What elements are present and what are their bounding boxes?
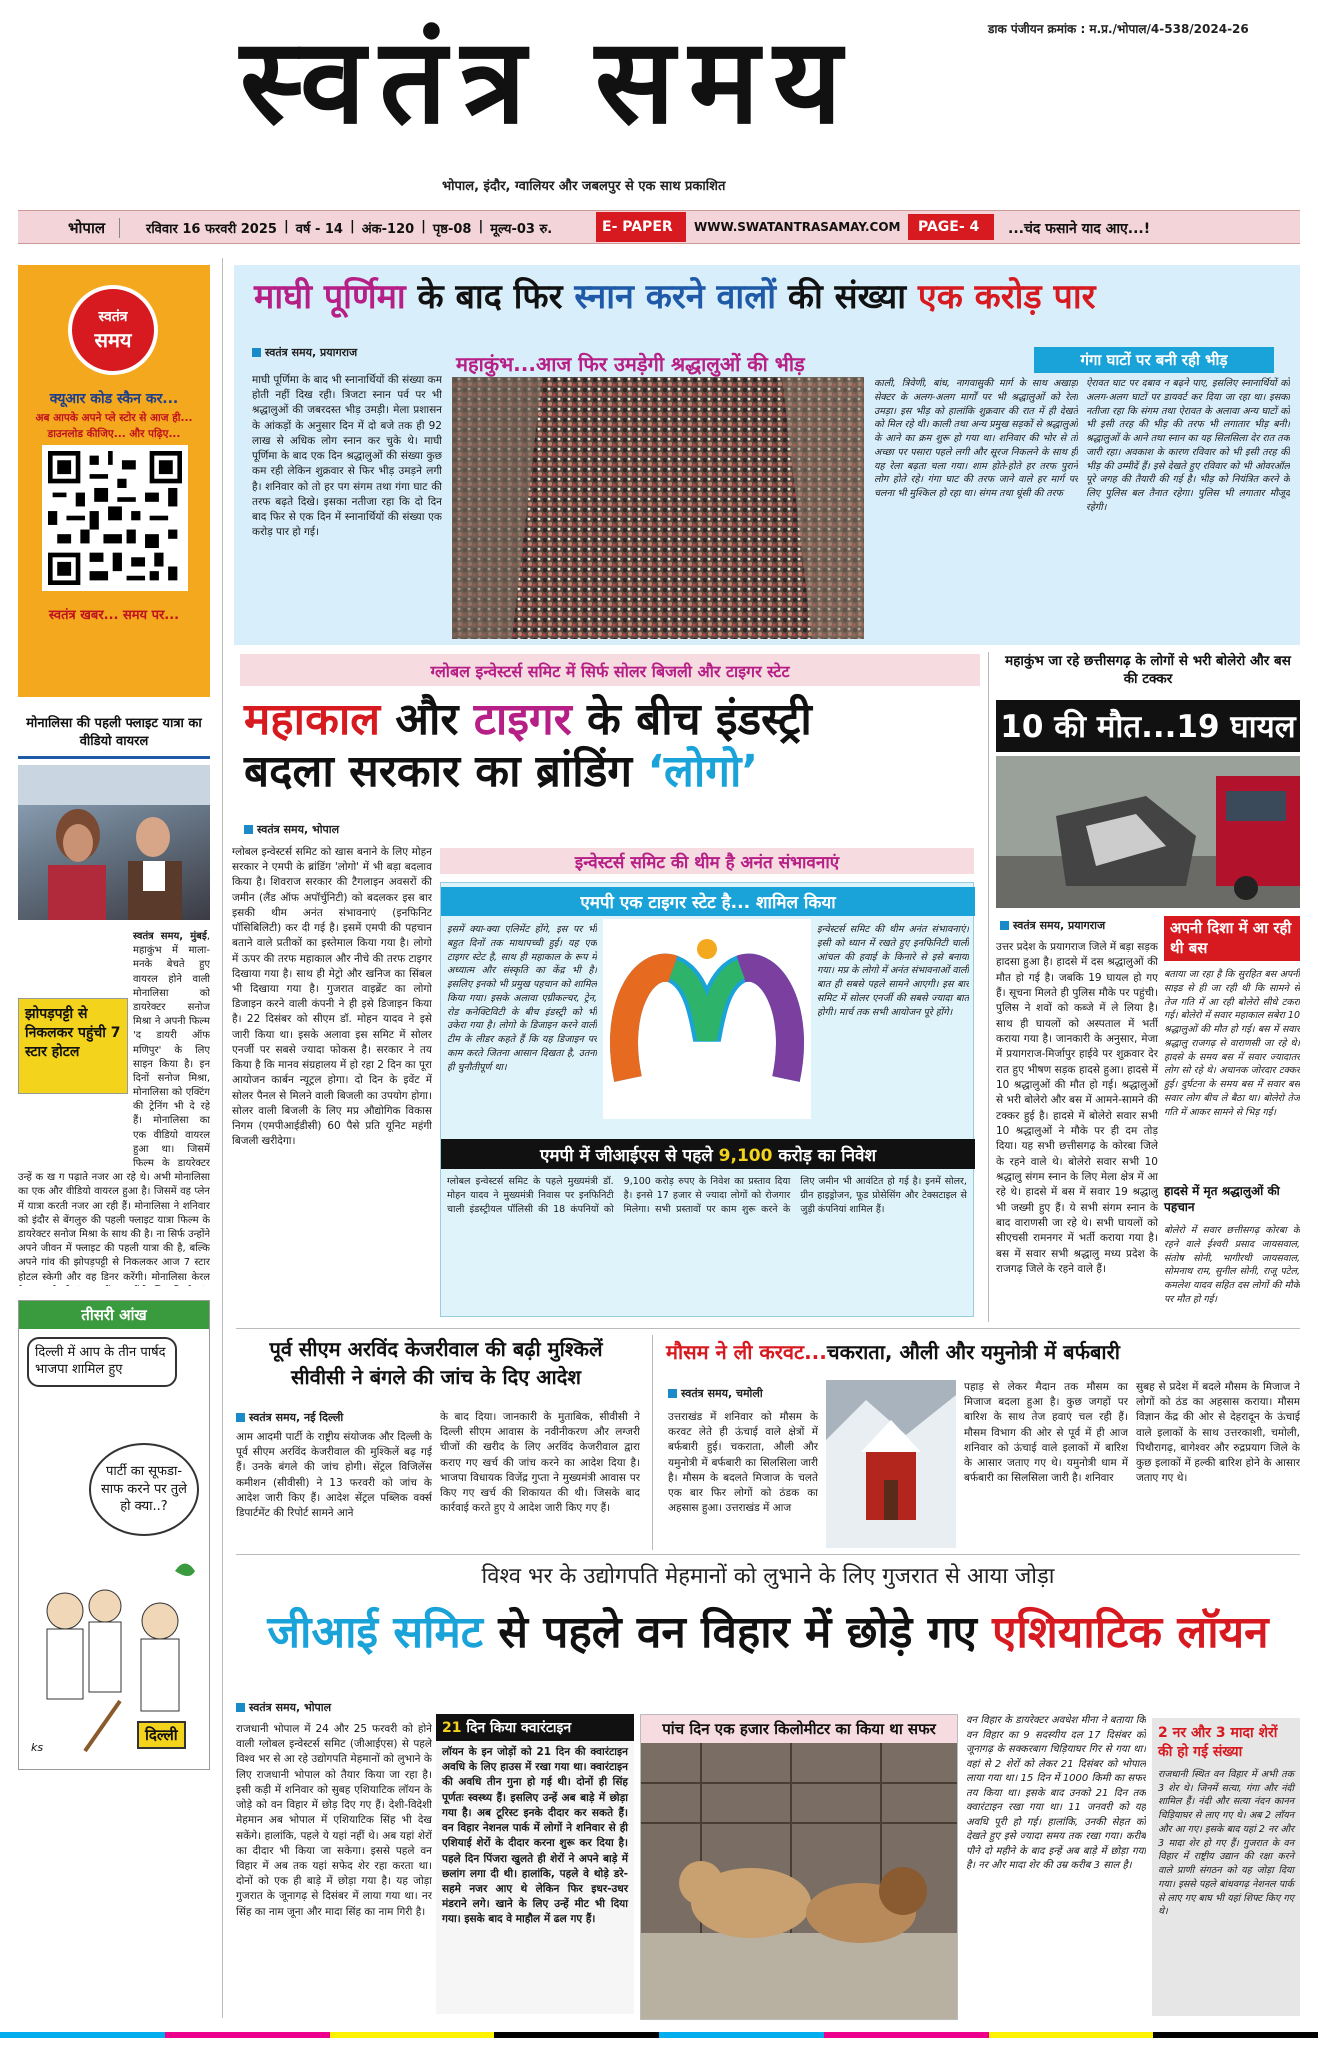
gis-amount: 9,100: [718, 1146, 773, 1166]
logo-line2: समय: [94, 328, 132, 352]
story1-subhead: महाकुंभ...आज फिर उमड़ेगी श्रद्धालुओं की भीड़: [456, 352, 805, 376]
cartoon-box: [18, 1300, 210, 1770]
ghat-box-title: गंगा घाटों पर बनी रही भीड़: [1034, 347, 1274, 373]
price: मूल्य-03 रु.: [490, 222, 553, 237]
newspaper-title: स्वतंत्र समय: [240, 11, 856, 150]
story2-headline: [244, 694, 984, 798]
story5-headline-a: मौसम ने ली करवट...: [666, 1340, 827, 1364]
lion-photo-caption: पांच दिन एक हजार किलोमीटर का किया था सफर: [641, 1715, 957, 1743]
story6-headline: [236, 1600, 1300, 1660]
lion-count-text: राजधानी स्थित वन विहार में अभी तक 3 शेर थे। जिनमें सत्या, गंगा और नंदी शामिल हैं। नंदी और सत्या नंदन कानन चिड़ियाघर से लाए गए थे। अब 2 लॉयन और आ गए। इसके बाद यहां 2 नर और 3 मादा शेर हो गए हैं। गुजरात के वन विहार में राष्ट्रीय उद्यान की रक्षा करने वाले प्राणी संगठन को यह जोड़ा दिया गया। इससे पहले बांधवगढ़ नेशनल पार्क से लाए गए बाघ भी यहां शिफ्ट किए गए थे।: [1158, 1768, 1294, 1918]
page-number: PAGE- 4: [908, 214, 994, 240]
lion-count-head: 2 नर और 3 मादा शेरों की हो गई संख्या: [1158, 1725, 1278, 1760]
story5-col1: उत्तराखंड में शनिवार को मौसम के करवट लेते ही ऊंचाई वाले क्षेत्रों में बर्फबारी हुई। चकराता, औली और यमुनोत्री में बर्फबारी का सिलसिला जारी है। मौसम के बदलते मिजाज के चलते एक बार फिर लोगों को ठंडक का अहसास हुआ। उत्तराखंड में आज: [668, 1411, 818, 1515]
story6-col2: वन विहार के डायरेक्टर अवधेश मीना ने बताया कि वन विहार का 9 सदस्यीय दल 17 दिसंबर को जूनागढ़ के सक्करबाग चिड़ियाघर गिर से गया था। वहां से 2 शेरों को लेकर 21 दिसंबर को भोपाल लाया गया था। 15 दिन में 1000 किमी का सफर तय किया था। इसके बाद उनको 21 दिन तक क्वारंटाइन रखा गया था। 11 जनवरी को यह अवधि पूरी हो गई। हालांकि, उनकी सेहत को देखते हुए इसे ज्यादा समय तक रखा गया। करीब पौने दो महीने के बाद इन्हें अब बाड़े में छोड़ा गया है। नर और मादा शेर की उम्र करीब 3 साल है।: [966, 1715, 1146, 1871]
hl-snan: स्नान करने वालों: [574, 277, 777, 317]
monalisa-story: [18, 715, 210, 1285]
quarantine-title: [436, 1714, 634, 1741]
monalisa-text: स्वतंत्र समय, मुंबई, महाकुंभ में माला-मनके बेचते हुए वायरल होने वाली मोनालिसा को डायरेक्टर सनोज मिश्रा ने अपनी फिल्म 'द डायरी ऑफ मणिपुर' के लिए साइन किया है। इन दिनों सनोज मिश्रा, मोनालिसा को एक्टिंग की ट्रेनिंग भी दे रहे हैं। मोनालिसा का एक वीडियो वायरल हुआ था। जिसमें फिल्म के डायरेक्टर उन्हें क ख ग पढ़ाते नजर आ रहे थे। अभी मोनालिसा का एक और वीडियो वायरल हुआ है। जिसमें वह प्लेन में यात्रा करती नजर आ रही हैं। मोनालिसा ने शनिवार को इंदौर से बेंगलुरु की पहली फ्लाइट यात्रा फिल्म के डायरेक्टर सनोज मिश्रा के साथ की है। ना सिर्फ उन्होंने अपने जीवन में फ्लाइट की पहली यात्रा की है, बल्कि अपने गांव की झोपड़पट्टी से निकलकर आज 7 स्टार होटल स्केगी और वह डिनर करेंगी। मोनालिसा केरल: [18, 930, 210, 1286]
brand-logo: [68, 285, 158, 375]
hl-mahakal: महाकाल: [244, 694, 381, 745]
qr-code[interactable]: [42, 445, 188, 591]
column-rule: [988, 652, 989, 1322]
story2-byline: [244, 822, 339, 837]
page-count: पृष्ठ-08: [432, 222, 472, 237]
flight-photo-graphic: [18, 765, 210, 920]
volume-year: वर्ष - 14: [295, 222, 343, 237]
quarantine-box: [436, 1714, 634, 2014]
story3-kicker: महाकुंभ जा रहे छत्तीसगढ़ के लोगों से भरी बोलेरो और बस की टक्कर: [1005, 653, 1291, 688]
story2-col3: इन्वेस्टर्स समिट की थीम अनंत संभावनाएं। इसी को ध्यान में रखते हुए इनफिनिटी चाली आंचल की हवाई के किनारे से इसे बनाया गया। मप्र के लोगो में अनंत संभावनाओं वाली बात ही सबसे पहले सामने आएगी। इस बार समिट में सोलर एनर्जी की सबसे ज्यादा बात होगी। मार्च तक सभी आयोजन पूरे होंगे।: [817, 924, 969, 1018]
story6-byline-text: स्वतंत्र समय, भोपाल: [249, 1701, 332, 1714]
story5-byline-text: स्वतंत्र समय, चमोली: [681, 1387, 763, 1400]
story1-byline: [252, 345, 357, 360]
infinity-logo-graphic: [603, 919, 811, 1119]
dateline-bar: [18, 210, 1300, 244]
story1-col2: काली, त्रिवेणी, बांध, नागवासुकी मार्ग के साथ अखाड़ा सेक्टर के अलग-अलग मार्गों पर भी श्रद्धालुओं को रेला उमड़ा। इस भीड़ को हालांकि शुक्रवार की रात में ही देखते को मिल रहे थी। काली तथा अन्य प्रमुख सड़कों से श्रद्धालुओं के आने का क्रम शुरू हो गया था। शनिवार की भोर से तो अच्छा पर पसारा पहले लगी और सूरज निकलने के साथ ही यह रेला बढ़ता चला गया। शाम होते-होते हर तरफ पुराने लोग होते रहे। गंगा घाट की तरफ जाने वाले हर मार्ग पर चलना भी मुश्किल हो रहा था। संगम तथा घूंसी की तरफ: [874, 378, 1078, 500]
story5-byline: [668, 1386, 763, 1401]
hl-maghi: माघी पूर्णिमा: [254, 277, 406, 317]
monalisa-headline: मोनालिसा की पहली फ्लाइट यात्रा का वीडियो वायरल: [18, 715, 210, 759]
logo-caption: एमपी एक टाइगर स्टेट है... शामिल किया: [441, 887, 975, 916]
monalisa-badge: झोपड़पट्टी से निकलकर पहुंची 7 स्टार होटल: [18, 998, 128, 1094]
story4-col1: आम आदमी पार्टी के राष्ट्रीय संयोजक और दिल्ली के पूर्व सीएम अरविंद केजरीवाल की मुश्किलें बढ़ गई हैं। उनके बंगले की जांच होगी। सेंट्रल विजिलेंस कमीशन (सीवीसी) ने 13 फरवरी को जांच के आदेश जारी किए हैं। आदेश सेंट्रल पब्लिक वर्क्स डिपार्टमेंट की रिपोर्ट सामने आने: [236, 1431, 432, 1520]
snow-photo-graphic: [826, 1380, 956, 1548]
story4-byline-text: स्वतंत्र समय, नई दिल्ली: [249, 1411, 344, 1424]
lion-photo-graphic: [641, 1743, 957, 2019]
issue-number: अंक-120: [361, 222, 415, 237]
website-link[interactable]: WWW.SWATANTRASAMAY.COM: [694, 220, 901, 234]
qr-subtitle-1: अब आपके अपने प्ले स्टोर से आज ही...: [35, 412, 193, 424]
lion-count-box: [1152, 1718, 1300, 2016]
quarantine-days: 21: [442, 1720, 462, 1736]
row-rule: [236, 1328, 1300, 1329]
mp-infinity-logo: [603, 919, 811, 1119]
story5-headline: [666, 1338, 1300, 1365]
story3-side-head: अपनी दिशा में आ रही थी बस: [1164, 916, 1300, 961]
hl-vanvihar: से पहले वन विहार में छोड़े गए: [482, 1607, 993, 1658]
cartoon-bubble-1: दिल्ली में आप के तीन पार्षद भाजपा शामिल हुए: [27, 1337, 177, 1387]
cartoon-artist: ks: [31, 1741, 44, 1754]
hl-lion: एशियाटिक लॉयन: [992, 1607, 1269, 1658]
hl-gis: जीआई समिट: [267, 1607, 483, 1658]
registration-number: डाक पंजीयन क्रमांक : म.प्र./भोपाल/4-538/2024-26: [988, 22, 1249, 36]
story1-col3: ऐरावत घाट पर दबाव न बढ़ने पाए, इसलिए स्नानार्थियों को अलग-अलग घाटों पर डायवर्ट कर दिया जा रहा था। इसका नतीजा रहा कि संगम तथा ऐरावत के अलावा अन्य घाटों को भी इसी तरह की भीड़ की तरफ भी लगातार भीड़ बनी। श्रद्धालुओं के आने तथा स्नान का यह सिलसिला देर रात तक जारी रहा। अवकाश के कारण रविवार को भी इसी तरह की भीड़ की उम्मीदें हैं। इसे देखते हुए रविवार को भी ओवरऑल पूरे जगह की तैयारी की गई है। भीड़ को नियंत्रित करने के लिए पुलिस बल तैनात रहेगा। पुलिस भी लगातार मौजूद रहेगी।: [1086, 378, 1290, 513]
story5-col3: सुबह से प्रदेश में बदले मौसम के मिजाज ने लोगों को ठंड का अहसास कराया। मौसम विज्ञान केंद्र की ओर से देहरादून के ऊंचाई वाले इलाकों के साथ उत्तरकाशी, चमोली, पिथौरागढ़, बागेश्वर और रुद्रप्रयाग जिले के कुछ इलाकों में हल्की बारिश होने के आसार जताए गए थे।: [1136, 1381, 1300, 1485]
hl-branding: बदला सरकार का ब्रांडिंग: [244, 745, 648, 797]
qr-code-graphic: [48, 451, 182, 585]
story3-headline: 10 की मौत...19 घायल: [996, 700, 1300, 752]
lion-photo: [641, 1743, 957, 2019]
hl-tiger: टाइगर: [473, 694, 572, 745]
qr-subtitle-2: डाउनलोड कीजिए... और पढ़िए...: [47, 428, 181, 440]
story1-col1: माघी पूर्णिमा के बाद भी स्नानार्थियों की संख्या कम होती नहीं दिख रही। त्रिजटा स्नान पर्व पर भी श्रद्धालुओं की जबरदस्त भीड़ उमड़ी। मेला प्रशासन के आंकड़ों के अनुसार दिन में दो बजे तक ही 92 लाख से अधिक लोग स्नान कर चुके थे। माघी पूर्णिमा के बाद एक दिन श्रद्धालुओं की संख्या कुछ कम रही लेकिन शुक्रवार से फिर भीड़ उमड़ने लगी है। शनिवार को तो हर पग संगम तथा गंगा घाट की तरफ बढ़ते दिखे। इसका नतीजा रहा कि दो दिन बाद फिर से एक दिन में स्नानार्थियों की संख्या एक करोड़ पार हो गई।: [252, 374, 442, 539]
story3-byline: [1000, 918, 1105, 933]
accident-photo: [996, 756, 1300, 908]
dateline-city: भोपाल: [68, 218, 120, 238]
cartoon-bubble-2: पार्टी का सूफडा-साफ करने पर तुले हो क्या..?: [89, 1443, 199, 1536]
story2-kicker: ग्लोबल इन्वेस्टर्स समिट में सिर्फ सोलर बिजली और टाइगर स्टेट: [240, 654, 980, 686]
column-rule: [652, 1335, 653, 1550]
tagline: भोपाल, इंदौर, ग्वालियर और जबलपुर से एक साथ प्रकाशित: [442, 179, 726, 194]
qr-title: क्यूआर कोड स्कैन कर...: [49, 391, 179, 407]
story3-byline-text: स्वतंत्र समय, प्रयागराज: [1013, 919, 1106, 932]
quarantine-title-text: दिन किया क्वारंटाइन: [461, 1720, 572, 1736]
story4-byline: [236, 1410, 343, 1425]
story6-col1: राजधानी भोपाल में 24 और 25 फरवरी को होने वाली ग्लोबल इन्वेस्टर्स समिट (जीआईएस) से पहले विश्व भर से आ रहे उद्योगपति मेहमानों को लुभाने के लिए राजधानी भोपाल को तैयार किया जा रहा है। इसी कड़ी में शनिवार को सुबह एशियाटिक लॉयन के जोड़े को वन विहार में छोड़ दिए गए हैं। देशी-विदेशी मेहमान अब भोपाल में एशियाटिक सिंह भी देख सकेंगे। हालांकि, पहले ये यहां नहीं थे। अब यहां शेरों का दीदार भी किया जा सकेगा। इससे पहले वन विहार में अब तक यहां सफेद शेर रहा करता था। दोनों को एक ही बाड़े में छोड़ा गया है। यह जोड़ा गुजरात के जूनागढ़ से दिसंबर में लाया गया था। नर सिंह का नाम जूना और मादा सिंह का नाम गिरी है।: [236, 1723, 432, 1918]
story2-col4: ग्लोबल इन्वेस्टर्स समिट के पहले मुख्यमंत्री डॉ. मोहन यादव ने मुख्यमंत्री निवास पर इनफिनिटी चाली इंडस्ट्रीयल पॉलिसी की 18 कंपनियों को 9,100 करोड़ रुपए के निवेश का प्रस्ताव दिया है। इनसे 17 हजार से ज्यादा लोगों को रोजगार मिलेगा। सभी प्रस्तावों पर काम शुरू करने के लिए जमीन भी आवंटित हो गई है। इनमें सोलर, ग्रीन हाइड्रोजन, फूड प्रोसेसिंग और टेक्सटाइल से जुड़ी कंपनियां शामिल हैं।: [447, 1176, 967, 1215]
story6-byline: [236, 1700, 331, 1715]
story6-kicker: विश्व भर के उद्योगपति मेहमानों को लुभाने के लिए गुजरात से आया जोड़ा: [481, 1564, 1055, 1589]
logo-box: [440, 882, 974, 1317]
story3-side-sub: हादसे में मृत श्रद्धालुओं की पहचान: [1164, 1184, 1280, 1214]
monalisa-body: महाकुंभ में माला-मनके बेचते हुए वायरल होने वाली मोनालिसा को डायरेक्टर सनोज मिश्रा ने अपनी फिल्म 'द डायरी ऑफ मणिपुर' के लिए साइन किया है। इन दिनों सनोज मिश्रा, मोनालिसा को एक्टिंग की ट्रेनिंग भी दे रहे हैं। मोनालिसा का एक वीडियो वायरल हुआ था। जिसमें फिल्म के डायरेक्टर उन्हें क ख ग पढ़ाते नजर आ रहे थे। अभी मोनालिसा का एक और वीडियो वायरल हुआ है। जिसमें वह प्लेन में यात्रा करती नजर आ रही हैं। मोनालिसा ने शनिवार को इंदौर से बेंगलुरु की पहली फ्लाइट यात्रा फिल्म के डायरेक्टर सनोज मिश्रा के साथ की है। ना सिर्फ उन्होंने अपने जीवन में फ्लाइट की पहली यात्रा की है, बल्कि अपने गांव की झोपड़पट्टी से निकलकर आज 7 स्टार होटल स्केगी और वह डिनर करेंगी। मोनालिसा केरल: [18, 945, 210, 1283]
snow-temple-photo: [826, 1380, 956, 1548]
qr-footer: स्वतंत्र खबर... समय पर...: [48, 608, 180, 623]
hl-part2: के बाद फिर: [405, 277, 575, 317]
issue-date: रविवार 16 फरवरी 2025: [146, 222, 277, 237]
gis-c: करोड़ का निवेश: [772, 1146, 877, 1166]
hl-logo: ‘लोगो’: [647, 745, 759, 797]
story3-col1: उत्तर प्रदेश के प्रयागराज जिले में बड़ा सड़क हादसा हुआ है। हादसे में दस श्रद्धालुओं की मौत हो गई है। जबकि 19 घायल हो गए हैं। सूचना मिलते ही पुलिस मौके पर पहुंची। पुलिस ने शवों को कब्जे में ले लिया है। साथ ही घायलों को अस्पताल में भर्ती कराया गया है। जानकारी के अनुसार, मेजा में प्रयागराज-मिर्जापुर हाईवे पर शुक्रवार देर रात हुए भीषण सड़क हादसे हुआ। हादसे में 10 श्रद्धालुओं की मौत हो गई। श्रद्धालुओं से भरी बोलेरो और बस में आमने-सामने की टक्कर हुई है। हादसे में बोलेरो सवार सभी 10 श्रद्धालुओं ने मौके पर ही दम तोड़ दिया। यह सभी छत्तीसगढ़ के कोरबा जिले के रहने वाले थे। बोलेरो सवार सभी 10 श्रद्धालु संगम स्नान के लिए मेला क्षेत्र में आ रहे थे। हादसे में बस में सवार 19 श्रद्धालु भी जख्मी हुए हैं। ये सभी संगम स्नान के बाद वाराणसी जा रहे थे। सभी घायलों को सीएचसी रामनगर में भर्ती कराया गया है। बस में सवार सभी श्रद्धालु मध्य प्रदेश के राजगढ़ जिले के रहने वाले हैं।: [996, 941, 1158, 1275]
story4-headline-2: सीवीसी ने बंगले की जांच के दिए आदेश: [291, 1365, 581, 1389]
story4-col2: के बाद दिया। जानकारी के मुताबिक, सीवीसी ने दिल्ली सीएम आवास के नवीनीकरण और लग्जरी चीजों की खरीद के लिए अरविंद केजरीवाल द्वारा कराए गए खर्च की जांच करने का आदेश दिया है। भाजपा विधायक विजेंद्र गुप्ता ने मुख्यमंत्री आवास पर किए गए खर्च की शिकायत की थी। जिसके बाद कार्रवाई करते हुए ये आदेश जारी किए गए हैं।: [440, 1411, 640, 1515]
story2-byline-text: स्वतंत्र समय, भोपाल: [257, 823, 340, 836]
story4-headline-1: पूर्व सीएम अरविंद केजरीवाल की बढ़ी मुश्किलें: [269, 1337, 603, 1361]
row-rule: [236, 1554, 1300, 1555]
color-registration-bar: [0, 2032, 1318, 2038]
story1-byline-text: स्वतंत्र समय, प्रयागराज: [265, 346, 358, 359]
accident-photo-graphic: [996, 756, 1300, 908]
dateline-date: रविवार 16 फरवरी 2025 | वर्ष - 14 | अंक-120 | पृष्ठ-08 | मूल्य-03 रु.: [146, 219, 553, 237]
quarantine-text: लॉयन के इन जोड़ों को 21 दिन की क्वारंटाइन अवधि के लिए हाउस में रखा गया था। क्वारंटाइन की अवधि तीन गुना हो गई थी। दोनों ही सिंह पूर्णतः स्वस्थ्य हैं। इसलिए उन्हें अब बाड़े में छोड़ा गया है। अब टूरिस्ट इनके दीदार कर सकते हैं। वन विहार नेशनल पार्क में लोगों ने शनिवार से ही एशियाई शेरों के दीदार करना शुरू कर दिया है। पहले दिन पिंजरा खुलते ही शेरों ने अपने बाड़े में छलांग लगा दी थी। हालांकि, पहले वे थोड़े डरे-सहमे नजर आए थे लेकिन फिर इधर-उधर मंडराने लगे। खाने के लिए उन्हें मीट भी दिया गया। इसके बाद वे माहौल में ढल गए हैं।: [442, 1746, 628, 1926]
crowd-photo-graphic: [452, 377, 864, 639]
lion-photo-box: [640, 1714, 958, 2020]
story2-theme: इन्वेस्टर्स समिट की थीम है अनंत संभावनाएं: [440, 848, 974, 874]
crowd-photo: [452, 377, 864, 639]
gis-a: एमपी में जीआईएस से पहले: [539, 1146, 719, 1166]
hl-industry: के बीच इंडस्ट्री: [571, 694, 812, 745]
hl-part4: की संख्या: [776, 277, 918, 317]
story5-col2: पहाड़ से लेकर मैदान तक मौसम का मिजाज बदला हुआ है। कुछ जगहों पर बारिश के साथ तेज हवाएं चल रही हैं। मौसम विभाग की ओर से पूर्व में ही आज शनिवार को ऊंचाई वाले इलाकों में बारिश के आसार जताए गए थे। यमुनोत्री धाम में बर्फबारी का सिलसिला जारी है। शनिवार: [964, 1381, 1128, 1485]
column-rule: [222, 258, 223, 2018]
cartoon-sign: दिल्ली: [137, 1721, 186, 1749]
monalisa-byline: स्वतंत्र समय, मुंबई: [133, 931, 207, 942]
story2-col2: इसमें क्या-क्या एलिमेंट होंगे, इस पर भी बहुत दिनों तक माथापच्ची हुई। यह एक टाइगर स्टेट है, साथ ही महाकाल के रूप में अध्यात्म और संस्कृति का केंद्र भी है। इसलिए इनको भी प्रमुख पहचान को शामिल किया गया। इसके अलावा एग्रीकल्चर, ट्रेन, रोड कनेक्टिविटी के बीच इंडस्ट्री को भी उकेरा गया है। लोगो के डिजाइन करने वाली टीम के लीडर कहते हैं कि यह डिजाइन पर काम करते जितना आसान दिखता है, उतना ही चुनौतीपूर्ण था।: [447, 924, 597, 1073]
cartoon-title: तीसरी आंख: [19, 1301, 209, 1329]
story4-headline: [236, 1335, 636, 1391]
logo-line1: स्वतंत्र: [98, 309, 128, 325]
hl-crore: एक करोड़ पार: [917, 277, 1096, 317]
story-maghi-purnima: [234, 265, 1300, 645]
story3-side-text: बताया जा रहा है कि सुरहित बस अपनी साइड से ही जा रही थी कि सामने से तेज गति में आ रही बोलेरो सीधे टकरा गई। बोलेरो में सवार महाकाल सबेरा 10 श्रद्धालुओं की मौत हो गई। बस में सवार श्रद्धालु राजगढ़ से वाराणसी जा रहे थे। हादसे के समय बस में सवार ज्यादातर लोग सो रहे थे। अचानक जोरदार टक्कर हुई। दुर्घटना के समय बस में सवार बस सवार लोग बीच ले बैठा था। बोलेरो तेज गति में आकर सामने से भिड़ गई।: [1164, 969, 1300, 1118]
story2-col1: ग्लोबल इन्वेस्टर्स समिट को खास बनाने के लिए मोहन सरकार ने एमपी के ब्रांडिंग 'लोगो' में भी बड़ा बदलाव किया है। शिवराज सरकार की टैगलाइन अवसरों की जमीन (लैंड ऑफ अपॉर्चुनिटी) को बदलकर इस बार इसकी थीम अनंत संभावनाएं (इनफिनिट पॉसिबिलिटी) कर दी गई है। इसमें एमपी की पहचान बताने वाले प्रतीकों का इस्तेमाल किया गया है। लोगो में ऊपर की तरफ महाकाल और नीचे की तरफ टाइगर दिखाया गया है। साथ ही मेट्रो और खनिज का सिंबल भी दिखाया गया है। गुजरात वाइब्रेंट का लोगो डिजाइन करने वाली कंपनी ने ही इसे डिजाइन किया है। 22 दिसंबर को सीएम डॉ. मोहन यादव ने इसे जारी किया था। इसके अलावा इस समिट में सोलर एनर्जी पर सबसे ज्यादा फोकस है। सरकार ने तय किया है कि मानव संग्रहालय में हो रहा 2 दिन का पूरा आयोजन कार्बन न्यूट्रल होगा। दो दिन के इवेंट में सोलर पैनल से मिलने वाली बिजली का उपयोग होगा। सोलर वाली बिजली के लिए मप्र औद्योगिक विकास निगम (एमपीआईडीसी) 60 पैसे प्रति यूनिट महंगी बिजली खरीदेगा।: [232, 846, 432, 1148]
gis-investment-bar: [441, 1139, 975, 1169]
story1-headline: [254, 275, 1096, 319]
story5-headline-b: चकराता, औली और यमुनोत्री में बर्फबारी: [826, 1340, 1120, 1364]
epaper-label: E- PAPER: [596, 212, 686, 242]
qr-promo-box: [18, 265, 210, 697]
section-title: ...चंद फसाने याद आए...!: [1008, 221, 1151, 237]
hl-aur: और: [380, 694, 474, 745]
story3-side-text2: बोलेरो में सवार छत्तीसगढ़ कोरबा के रहने वाले ईश्वरी प्रसाद जायसवाल, संतोष सोनी, भागीरथी जायसवाल, सोमनाथ राम, सुनील सोनी, राजू पटेल, कमलेश यादव सहित दस लोगों की मौके पर मौत हो गई।: [1164, 1225, 1300, 1305]
monalisa-photo: [18, 765, 210, 920]
